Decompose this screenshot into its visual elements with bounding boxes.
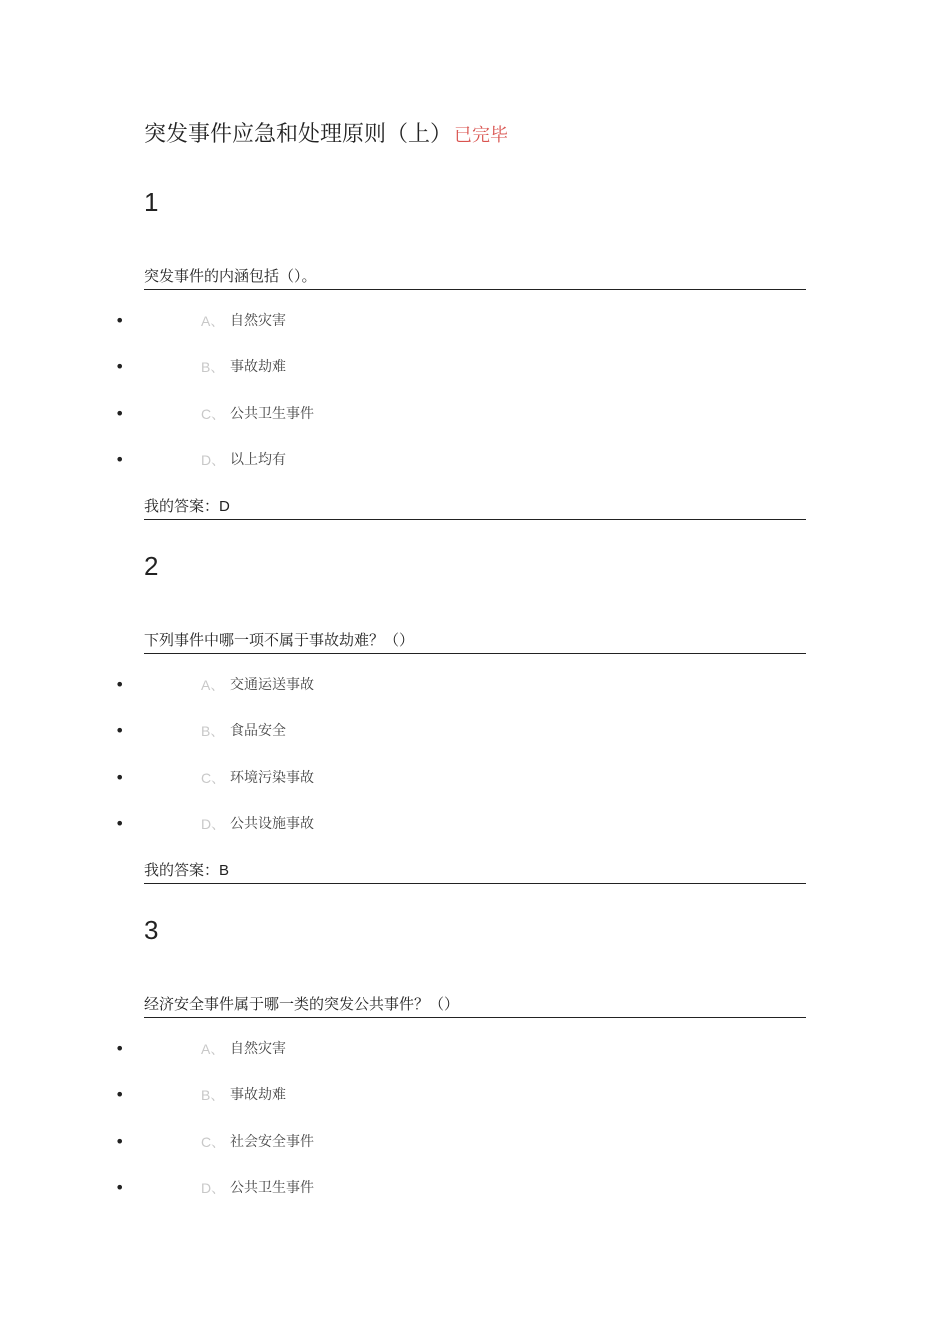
bullet-icon: • bbox=[115, 311, 125, 330]
bullet-icon: • bbox=[115, 721, 125, 740]
option-text: 事故劫难 bbox=[230, 359, 286, 375]
question-number: 1 bbox=[144, 187, 159, 217]
option-text: 公共卫生事件 bbox=[230, 406, 314, 422]
answer-value: B bbox=[219, 862, 230, 879]
bullet-icon: • bbox=[115, 675, 125, 694]
option-letter: B、 bbox=[201, 723, 225, 739]
option-text: 食品安全 bbox=[230, 723, 286, 739]
option-text: 公共卫生事件 bbox=[230, 1180, 314, 1196]
option-letter: D、 bbox=[201, 816, 226, 832]
option-letter: D、 bbox=[201, 1180, 226, 1196]
option-item[interactable] bbox=[0, 1177, 950, 1199]
option-text: 环境污染事故 bbox=[230, 770, 314, 786]
bullet-icon: • bbox=[115, 450, 125, 469]
option-item[interactable] bbox=[0, 1038, 950, 1060]
option-text: 交通运送事故 bbox=[230, 677, 314, 693]
bullet-icon: • bbox=[115, 1132, 125, 1151]
option-item[interactable] bbox=[0, 1084, 950, 1106]
option-text: 自然灾害 bbox=[230, 313, 286, 329]
option-letter: C、 bbox=[201, 406, 226, 422]
bullet-icon: • bbox=[115, 814, 125, 833]
completion-status: 已完毕 bbox=[454, 125, 509, 146]
option-letter: A、 bbox=[201, 313, 225, 329]
my-answer bbox=[144, 495, 806, 520]
page-title bbox=[144, 120, 508, 151]
option-item[interactable] bbox=[0, 813, 950, 835]
my-answer bbox=[144, 859, 806, 884]
question-stem: 经济安全事件属于哪一类的突发公共事件？（） bbox=[144, 993, 806, 1018]
bullet-icon: • bbox=[115, 404, 125, 423]
answer-label: 我的答案： bbox=[144, 497, 220, 515]
option-item[interactable] bbox=[0, 767, 950, 789]
option-letter: A、 bbox=[201, 677, 225, 693]
option-item[interactable] bbox=[0, 674, 950, 696]
bullet-icon: • bbox=[115, 768, 125, 787]
option-letter: C、 bbox=[201, 770, 226, 786]
option-item[interactable] bbox=[0, 1131, 950, 1153]
bullet-icon: • bbox=[115, 357, 125, 376]
option-item[interactable] bbox=[0, 449, 950, 471]
question-stem: 下列事件中哪一项不属于事故劫难？（） bbox=[144, 629, 806, 654]
option-item[interactable] bbox=[0, 403, 950, 425]
option-text: 社会安全事件 bbox=[230, 1134, 314, 1150]
bullet-icon: • bbox=[115, 1085, 125, 1104]
option-letter: B、 bbox=[201, 1087, 225, 1103]
answer-label: 我的答案： bbox=[144, 861, 220, 879]
option-item[interactable] bbox=[0, 356, 950, 378]
question-number: 3 bbox=[144, 915, 159, 945]
option-letter: C、 bbox=[201, 1134, 226, 1150]
option-letter: A、 bbox=[201, 1041, 225, 1057]
question-number: 2 bbox=[144, 551, 159, 581]
option-item[interactable] bbox=[0, 310, 950, 332]
title-text: 突发事件应急和处理原则（上） bbox=[144, 122, 453, 147]
option-text: 公共设施事故 bbox=[230, 816, 314, 832]
answer-value: D bbox=[219, 498, 230, 515]
option-letter: B、 bbox=[201, 359, 225, 375]
bullet-icon: • bbox=[115, 1039, 125, 1058]
option-item[interactable] bbox=[0, 720, 950, 742]
option-text: 事故劫难 bbox=[230, 1087, 286, 1103]
option-letter: D、 bbox=[201, 452, 226, 468]
option-text: 自然灾害 bbox=[230, 1041, 286, 1057]
bullet-icon: • bbox=[115, 1178, 125, 1197]
question-stem: 突发事件的内涵包括（）。 bbox=[144, 265, 806, 290]
option-text: 以上均有 bbox=[230, 452, 286, 468]
